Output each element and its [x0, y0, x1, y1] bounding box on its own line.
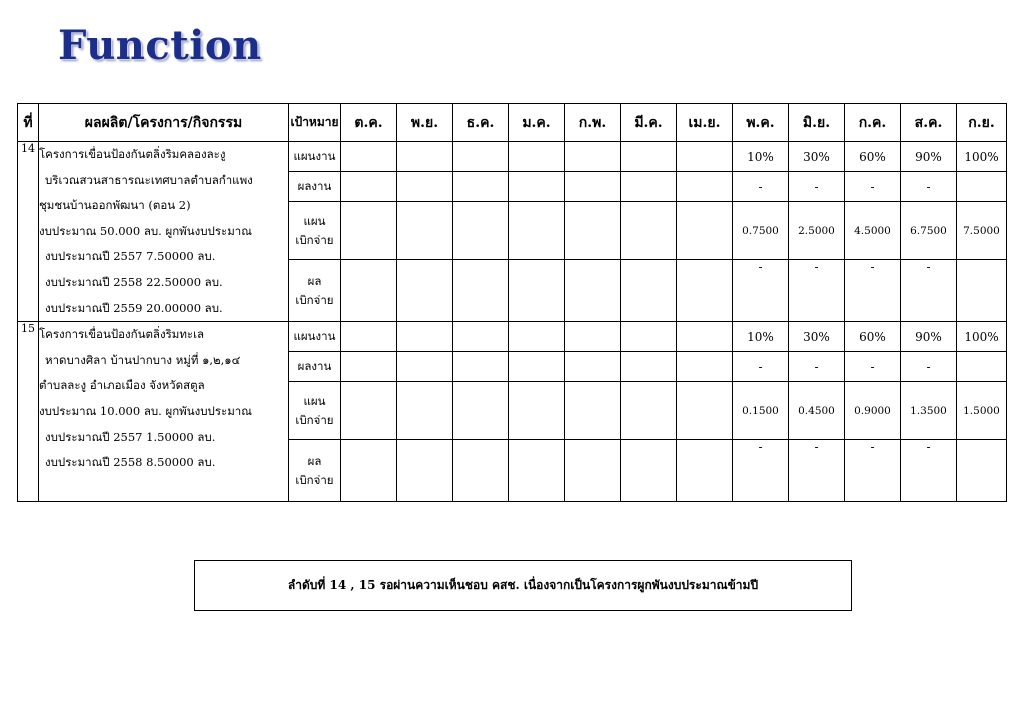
project-description — [39, 322, 289, 502]
month-cell — [957, 352, 1007, 382]
month-cell — [509, 382, 565, 440]
month-cell — [341, 382, 397, 440]
month-cell — [677, 352, 733, 382]
month-cell — [677, 440, 733, 502]
target-cell — [289, 382, 341, 440]
header-cell: เม.ย. — [677, 104, 733, 142]
month-cell — [341, 202, 397, 260]
month-cell — [397, 260, 453, 322]
month-cell: 4.5000 — [845, 202, 901, 260]
month-cell — [341, 322, 397, 352]
target-cell — [289, 440, 341, 502]
month-cell: 90% — [901, 142, 957, 172]
target-label: แผน — [303, 213, 326, 228]
month-cell — [677, 202, 733, 260]
target-label: เบิกจ่าย — [295, 292, 334, 307]
header-cell: เป้าหมาย — [289, 104, 341, 142]
month-cell — [565, 260, 621, 322]
month-cell — [453, 382, 509, 440]
target-label: เบิกจ่าย — [295, 232, 334, 247]
project-number: 14 — [18, 142, 39, 322]
month-cell — [621, 322, 677, 352]
target-cell — [289, 260, 341, 322]
description-line: หาดบางศิลา บ้านปากบาง หมู่ที่ ๑,๒,๑๔ — [45, 352, 241, 367]
month-cell — [509, 440, 565, 502]
month-cell — [621, 260, 677, 322]
month-cell: - — [789, 172, 845, 202]
month-cell: 30% — [789, 142, 845, 172]
header-cell: ต.ค. — [341, 104, 397, 142]
target-cell — [289, 352, 341, 382]
header-cell: ส.ค. — [901, 104, 957, 142]
month-cell: 90% — [901, 322, 957, 352]
month-cell — [565, 142, 621, 172]
month-cell: 6.7500 — [901, 202, 957, 260]
month-cell — [453, 322, 509, 352]
month-cell: 0.9000 — [845, 382, 901, 440]
month-cell — [677, 382, 733, 440]
month-cell — [509, 142, 565, 172]
month-cell — [957, 260, 1007, 322]
month-cell — [677, 142, 733, 172]
month-cell — [621, 202, 677, 260]
month-cell — [677, 260, 733, 322]
description-line: งบประมาณปี 2557 7.50000 ลบ. — [45, 249, 216, 264]
target-label: ผลงาน — [297, 359, 332, 374]
month-cell: 0.4500 — [789, 382, 845, 440]
target-label: เบิกจ่าย — [295, 472, 334, 487]
month-cell: - — [901, 172, 957, 202]
month-cell: - — [845, 260, 901, 322]
month-cell: - — [733, 260, 789, 322]
month-cell — [397, 142, 453, 172]
month-cell — [509, 352, 565, 382]
month-cell: 100% — [957, 142, 1007, 172]
month-cell: - — [845, 172, 901, 202]
month-cell — [453, 352, 509, 382]
note-text: ลำดับที่ 14 , 15 รอผ่านความเห็นชอบ คสช. เนื่องจากเป็นโครงการผูกพันงบประมาณข้ามปี — [287, 578, 759, 592]
target-cell — [289, 202, 341, 260]
target-label: แผนงาน — [293, 329, 336, 344]
month-cell — [453, 142, 509, 172]
month-cell — [453, 202, 509, 260]
header-cell: ที่ — [18, 104, 39, 142]
month-cell — [341, 142, 397, 172]
target-label: แผนงาน — [293, 149, 336, 163]
header-cell: ม.ค. — [509, 104, 565, 142]
header-cell: ผลผลิต/โครงการ/กิจกรรม — [39, 104, 289, 142]
header-cell: ก.พ. — [565, 104, 621, 142]
month-cell: 1.3500 — [901, 382, 957, 440]
month-cell — [509, 202, 565, 260]
header-row — [18, 104, 1007, 142]
description-line: โครงการเขื่อนป้องกันตลิ่งริมคลองละงู — [39, 147, 226, 161]
month-cell: - — [789, 440, 845, 502]
month-cell: - — [733, 172, 789, 202]
description-line: งบประมาณปี 2559 20.00000 ลบ. — [45, 300, 223, 315]
month-cell — [453, 260, 509, 322]
month-cell — [957, 172, 1007, 202]
plan-row — [18, 142, 1007, 172]
month-cell — [565, 322, 621, 352]
month-cell — [397, 352, 453, 382]
month-cell — [397, 382, 453, 440]
month-cell: 0.7500 — [733, 202, 789, 260]
month-cell — [621, 142, 677, 172]
project-table — [17, 103, 1007, 502]
header-cell: มิ.ย. — [789, 104, 845, 142]
month-cell — [677, 172, 733, 202]
month-cell — [397, 440, 453, 502]
month-cell: 7.5000 — [957, 202, 1007, 260]
target-cell — [289, 322, 341, 352]
month-cell: - — [901, 260, 957, 322]
month-cell — [677, 322, 733, 352]
month-cell — [509, 260, 565, 322]
header-cell: ก.ค. — [845, 104, 901, 142]
month-cell — [397, 202, 453, 260]
month-cell — [621, 172, 677, 202]
description-line: งบประมาณ 50.000 ลบ. ผูกพันงบประมาณ — [39, 223, 252, 238]
description-line: โครงการเขื่อนป้องกันตลิ่งริมทะเล — [39, 327, 205, 342]
month-cell — [341, 352, 397, 382]
month-cell: 2.5000 — [789, 202, 845, 260]
month-cell: - — [733, 440, 789, 502]
project-number: 15 — [18, 322, 39, 502]
month-cell — [453, 440, 509, 502]
target-label: ผล — [307, 453, 322, 468]
month-cell — [621, 352, 677, 382]
month-cell — [565, 382, 621, 440]
month-cell — [565, 172, 621, 202]
month-cell: 0.1500 — [733, 382, 789, 440]
page-title: Function — [58, 22, 262, 69]
target-cell — [289, 142, 341, 172]
header-cell: พ.ย. — [397, 104, 453, 142]
month-cell — [565, 440, 621, 502]
month-cell: 1.5000 — [957, 382, 1007, 440]
target-label: แผน — [303, 393, 326, 408]
target-label: ผลงาน — [297, 179, 332, 194]
month-cell: - — [733, 352, 789, 382]
description-line: บริเวณสวนสาธารณะเทศบาลตำบลกำแพง — [45, 172, 253, 187]
note-box — [194, 560, 852, 611]
description-line: งบประมาณ 10.000 ลบ. ผูกพันงบประมาณ — [39, 403, 252, 418]
month-cell — [565, 352, 621, 382]
project-description — [39, 142, 289, 322]
month-cell: - — [901, 440, 957, 502]
month-cell — [621, 440, 677, 502]
month-cell — [341, 440, 397, 502]
target-cell — [289, 172, 341, 202]
header-cell: พ.ค. — [733, 104, 789, 142]
month-cell: - — [901, 352, 957, 382]
month-cell: 10% — [733, 142, 789, 172]
plan-row — [18, 322, 1007, 352]
month-cell: - — [789, 352, 845, 382]
month-cell — [509, 322, 565, 352]
header-cell: มี.ค. — [621, 104, 677, 142]
description-line: งบประมาณปี 2558 8.50000 ลบ. — [45, 455, 216, 470]
header-cell: ก.ย. — [957, 104, 1007, 142]
month-cell — [397, 172, 453, 202]
month-cell — [397, 322, 453, 352]
month-cell — [453, 172, 509, 202]
month-cell — [509, 172, 565, 202]
month-cell — [341, 172, 397, 202]
month-cell: 30% — [789, 322, 845, 352]
description-line: ตำบลละงู อำเภอเมือง จังหวัดสตูล — [39, 378, 205, 393]
month-cell — [957, 440, 1007, 502]
month-cell: 60% — [845, 322, 901, 352]
month-cell: - — [789, 260, 845, 322]
month-cell: 60% — [845, 142, 901, 172]
month-cell — [565, 202, 621, 260]
month-cell: - — [845, 440, 901, 502]
target-label: เบิกจ่าย — [295, 412, 334, 427]
target-label: ผล — [307, 273, 322, 288]
month-cell: 10% — [733, 322, 789, 352]
header-cell: ธ.ค. — [453, 104, 509, 142]
month-cell — [621, 382, 677, 440]
description-line: งบประมาณปี 2558 22.50000 ลบ. — [45, 274, 223, 289]
description-line: งบประมาณปี 2557 1.50000 ลบ. — [45, 429, 216, 444]
month-cell: 100% — [957, 322, 1007, 352]
month-cell — [341, 260, 397, 322]
description-line: ชุมชนบ้านออกพัฒนา (ตอน 2) — [39, 198, 191, 213]
month-cell: - — [845, 352, 901, 382]
